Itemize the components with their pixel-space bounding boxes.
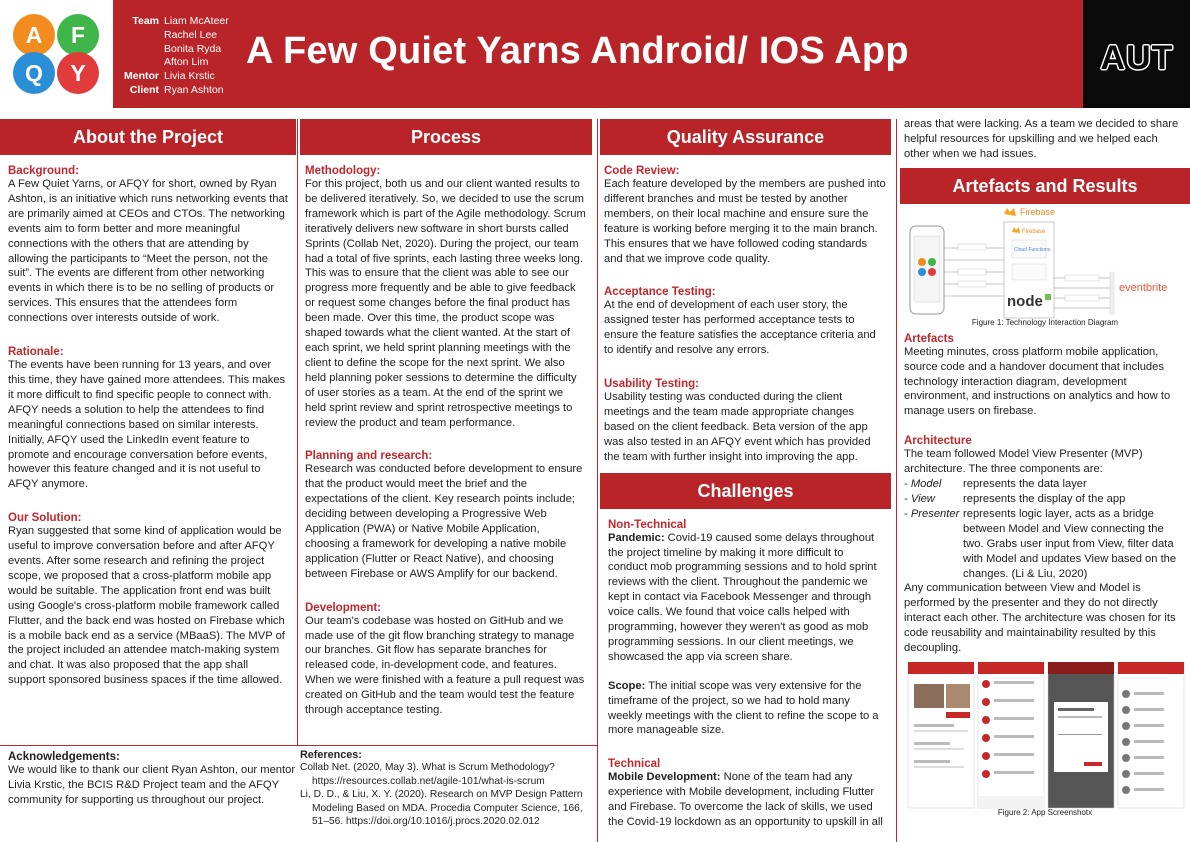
mvp-description: represents the display of the app	[963, 492, 1126, 505]
pandemic-label: Pandemic:	[608, 531, 665, 544]
poster-header	[0, 0, 1190, 108]
team-label: Mentor	[124, 70, 159, 83]
planning-heading: Planning and research:	[305, 450, 433, 463]
non-technical-heading: Non-Technical	[608, 518, 687, 531]
column-divider	[896, 119, 897, 842]
team-row	[118, 84, 248, 98]
references	[300, 749, 597, 829]
artefacts-heading: Artefacts	[904, 332, 954, 345]
mobile-dev-label: Mobile Development:	[608, 771, 721, 784]
eventbrite-label: eventbrite	[1119, 281, 1168, 294]
code-review-text: Each feature developed by the members are pushed into different branches and must be tested by another members, on their local machine and ensure sure the feature is working before merging it to the main branch. This ensures that we have followed coding standards and that we improve code quality.	[604, 178, 886, 265]
figure-2-caption: Figure 2: App Screenshotx	[997, 807, 1093, 817]
rationale-heading: Rationale:	[8, 346, 64, 359]
mvp-component	[904, 477, 1186, 492]
column-divider	[597, 119, 598, 842]
team-value: Bonita Ryda	[164, 42, 222, 55]
background-heading: Background:	[8, 165, 79, 177]
methodology-text: For this project, both us and our client wanted results to be delivered iteratively. So, we decided to use the scrum framework which is part of the Agile methodology. Scrum iteratively delivers new software in short bursts called Sprints (Collab Net, 2020). During the project, our team had a total of five sprints, each lasting three weeks long. This was to ensure that the client was able to see our progress more frequently and be able to give feedback or request some changes before the final product has been made. Over this time, the product scope was shaped towards what the client wanted. At the start of each sprint, we held sprint planning meetings with the client to define the scope for the next sprint. We also held planning poker sessions to determine the difficulty of user stories as a team. At the end of the sprint we held sprint review and sprint retrospective meetings to review the product and team performance.	[305, 178, 586, 429]
architecture-heading: Architecture	[904, 435, 972, 448]
app-screenshots-figure	[900, 662, 1190, 812]
mvp-term: - Model	[904, 478, 942, 491]
afqy-logo	[0, 0, 113, 108]
reference-item: Li, D. D., & Liu, X. Y. (2020). Research on MVP Design Pattern Modeling Based on MDA. Procedia Computer Science, 166, 51–56. https://doi.org/10.1016/j.procs.2020.02.012	[300, 789, 583, 828]
team-value: Afton Lim	[164, 56, 209, 69]
about-column	[0, 119, 296, 739]
mobile-dev-text	[608, 770, 883, 830]
development-text: Our team's codebase was hosted on GitHub and we made use of the git flow branching strategy to manage our branches. Git flow has separate branches for released code, in-development code, and features. When we were finished with a feature a pull request was created on GitHub and the team would test the feature through acceptance testing.	[305, 614, 585, 717]
team-label	[118, 29, 164, 43]
footer-divider	[0, 745, 597, 746]
upskill-continued-text: areas that were lacking. As a team we decided to share helpful resources for upskilling and we helped each other when we had issues.	[904, 118, 1179, 160]
process-section-title: Process	[300, 119, 592, 155]
references-heading: References:	[300, 749, 362, 761]
logo-letter-a: A	[13, 14, 55, 56]
mvp-component	[904, 492, 1186, 507]
logo-letter-f: F	[57, 14, 99, 56]
about-section-title: About the Project	[0, 119, 296, 155]
team-value: Ryan Ashton	[164, 83, 224, 96]
background-text: A Few Quiet Yarns, or AFQY for short, owned by Ryan Ashton, is an initiative which runs networking events that are primarily aimed at CEOs and CTOs. The networking events aim to form better and more meaningful connections with the others that are attending by allowing the participants to “Meet the person, not the suit”. The events are different from other networking events in which there is to be no selling of products or services. This ensures that the attendees form connections over interests outside of work.	[8, 178, 288, 325]
team-label	[118, 43, 164, 57]
team-label: Client	[129, 83, 159, 96]
acceptance-text: At the end of development of each user story, the assigned tester has performed acceptance tests to ensure the feature satisfies the acceptance criteria and to identify and resolve any errors.	[604, 299, 876, 357]
app-screenshot-4	[1118, 662, 1184, 808]
aut-logo-box	[1083, 0, 1190, 108]
scope-text	[608, 679, 883, 739]
architecture-text: The team followed Model View Presenter (MVP) architecture. The three components are:	[904, 448, 1143, 476]
acknowledgements	[8, 751, 300, 808]
artefacts-text: Meeting minutes, cross platform mobile application, source code and a handover document that includes technology interaction diagram, development environment, and instructions on analytics and how to manage users on firebase.	[904, 345, 1171, 418]
planning-text: Research was conducted before development to ensure that the product would meet the brief and the expectations of the client. Key research points include; deciding between developing a Progressive Web Application (PWA) or Native Mobile Application, choosing a framework for developing a native mobile application (Flutter or React Native), and choosing between Firebase or AWS Amplify for our backend.	[305, 463, 583, 580]
acceptance-heading: Acceptance Testing:	[604, 286, 716, 299]
code-review-heading: Code Review:	[604, 165, 680, 177]
methodology-heading: Methodology:	[305, 165, 381, 177]
process-column	[300, 119, 592, 741]
mobile-dev-body: None of the team had any experience with Mobile development, including Flutter and Firebase. To overcome the lack of skills, we used the Covid-19 lockdown as an opportunity to upskill in all	[608, 771, 883, 829]
team-value: Livia Krstic	[164, 70, 215, 83]
logo-letter-y: Y	[57, 52, 99, 94]
mvp-term: - Presenter	[904, 507, 960, 520]
architecture-text-2: Any communication between View and Model is performed by the presenter and they do not directly interact each other. The architecture was chosen for its code reusability and maintainability resulted by this decoupling.	[904, 582, 1176, 655]
team-value: Rachel Lee	[164, 28, 218, 41]
team-row	[118, 15, 248, 29]
firebase-label: Firebase	[1020, 207, 1056, 217]
rationale-text: The events have been running for 13 years, and over this time, they have gained more attendees. This makes it more difficult to find specific people to connect with. AFQY needs a solution to help the attendees to find meaningful connections based on similar interests. Initially, AFQY used the LinkedIn event feature to promote and encourage conversation before events, however this feature changed and it is not useful to AFQY anymore.	[8, 359, 286, 491]
development-heading: Development:	[305, 601, 382, 614]
team-label	[118, 56, 164, 70]
pandemic-body: Covid-19 caused some delays throughout the project timeline by making it more difficult to conduct mob programming sessions and to hold sprint reviews with the client. Throughout the pandemic we kept in contact via Facebook Messenger and through voice calls. We found that voice calls helped with programming, however they weren't as good as mob programming sessions. In our client meetings, we showcased the app via screen share.	[608, 531, 877, 663]
solution-heading: Our Solution:	[8, 512, 82, 525]
mvp-description: represents logic layer, acts as a bridge between Model and View connecting the two. Grabs user input from View, filter data with Model and updates View based on the changes. (Li & Liu, 2020)	[963, 507, 1177, 580]
scope-label: Scope:	[608, 679, 646, 692]
app-screenshot-1	[908, 662, 974, 808]
mvp-description: represents the data layer	[963, 478, 1087, 491]
logo-letter-q: Q	[13, 52, 55, 94]
team-row	[118, 56, 248, 70]
pandemic-text	[608, 531, 883, 665]
poster-title: A Few Quiet Yarns Android/ IOS App	[246, 30, 909, 72]
team-row	[118, 29, 248, 43]
node-label: node	[1007, 292, 1043, 310]
acknowledgements-heading: Acknowledgements:	[8, 751, 120, 763]
artefacts-column	[900, 117, 1190, 842]
team-row	[118, 70, 248, 84]
usability-heading: Usability Testing:	[604, 378, 699, 391]
usability-text: Usability testing was conducted during the client meetings and the team made appropriate changes based on the client feedback. Beta version of the app was also tested in an AFQY event which has provided the team with further insight into improving the app.	[604, 391, 871, 463]
artefacts-section-title: Artefacts and Results	[900, 168, 1190, 204]
column-divider	[297, 119, 298, 746]
solution-text: Ryan suggested that some kind of application would be useful to improve conversation before and after AFQY events. After some research and refining the project scope, we proposed that a cross-platform mobile app would be suitable. The application front end was built using Google's cross-platform mobile framework called Flutter, and the back end was hosted on Firebase which is a mobile back end as a service (MBaaS). The MVP of the project included an attendee match-making system and chat. It was also proposed that the app shall support sponsored business spaces if the time allowed.	[8, 525, 285, 687]
qa-section-title: Quality Assurance	[600, 119, 891, 155]
firebase-inner-label: Firebase	[1022, 228, 1046, 235]
qa-column	[600, 119, 891, 842]
aut-logo: AUT	[1100, 39, 1174, 77]
cloud-functions-label: Cloud Functions	[1014, 246, 1051, 253]
mvp-component	[904, 507, 1186, 582]
technical-heading: Technical	[608, 758, 661, 771]
team-block	[118, 15, 248, 98]
scope-body: The initial scope was very extensive for the timeframe of the project, so we had to hold many weekly meetings with the client to refine the scope to a more manageable size.	[608, 679, 879, 737]
mvp-term: - View	[904, 492, 935, 505]
team-label: Team	[132, 15, 159, 27]
reference-item: Collab Net. (2020, May 3). What is Scrum Methodology? https://resources.collab.net/agile-101/what-is-scrum	[300, 762, 555, 787]
app-screenshot-3	[1048, 662, 1114, 808]
technology-interaction-diagram	[900, 208, 1190, 320]
figure-1-caption: Figure 1: Technology Interaction Diagram	[971, 317, 1119, 327]
challenges-section-title: Challenges	[600, 473, 891, 509]
team-value: Liam McAteer	[164, 15, 229, 27]
app-screenshot-2	[978, 662, 1044, 808]
acknowledgements-text: We would like to thank our client Ryan Ashton, our mentor Livia Krstic, the BCIS R&D Project team and the AFQY community for supporting us throughout our project.	[8, 764, 296, 806]
team-row	[118, 43, 248, 57]
